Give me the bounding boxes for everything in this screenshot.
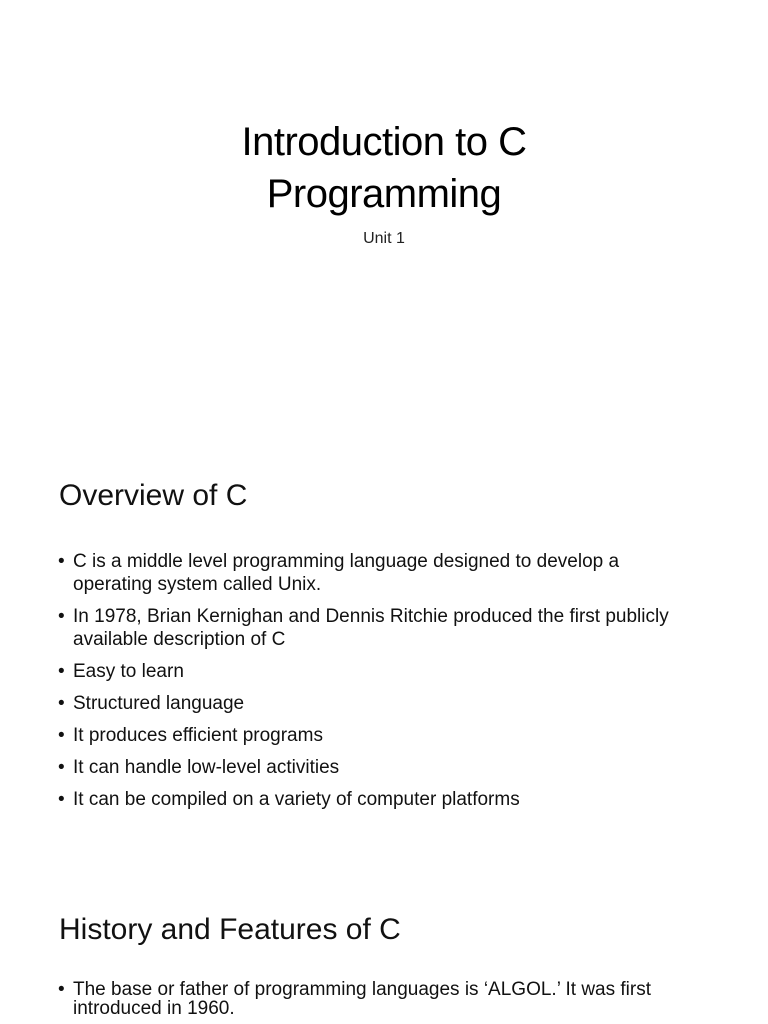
bullet-item: • It can be compiled on a variety of computer platforms	[56, 788, 696, 811]
bullet-item: • Easy to learn	[56, 660, 696, 683]
overview-heading: Overview of C	[59, 479, 248, 512]
overview-slide	[0, 432, 768, 864]
overview-bullet-list	[56, 550, 696, 820]
bullet-item: • C is a middle level programming language designed to develop a operating system called Unix.	[56, 550, 696, 596]
slide-title	[0, 116, 768, 220]
bullet-item: • Structured language	[56, 692, 696, 715]
bullet-item: • It can handle low-level activities	[56, 756, 696, 779]
bullet-item: • In 1978, Brian Kernighan and Dennis Ritchie produced the first publicly available description of C	[56, 605, 696, 651]
bullet-item: • It produces efficient programs	[56, 724, 696, 747]
history-slide	[0, 864, 768, 1024]
title-slide	[0, 0, 768, 432]
bullet-item: • The base or father of programming languages is ‘ALGOL.’ It was first introduced in 1960.	[56, 980, 696, 1018]
slide-title-line-1: Introduction to C	[241, 120, 527, 164]
slide-subtitle: Unit 1	[363, 230, 405, 247]
slide-title-line-2: Programming	[266, 172, 502, 216]
history-heading: History and Features of C	[59, 913, 401, 946]
history-bullet-list	[56, 980, 696, 1024]
